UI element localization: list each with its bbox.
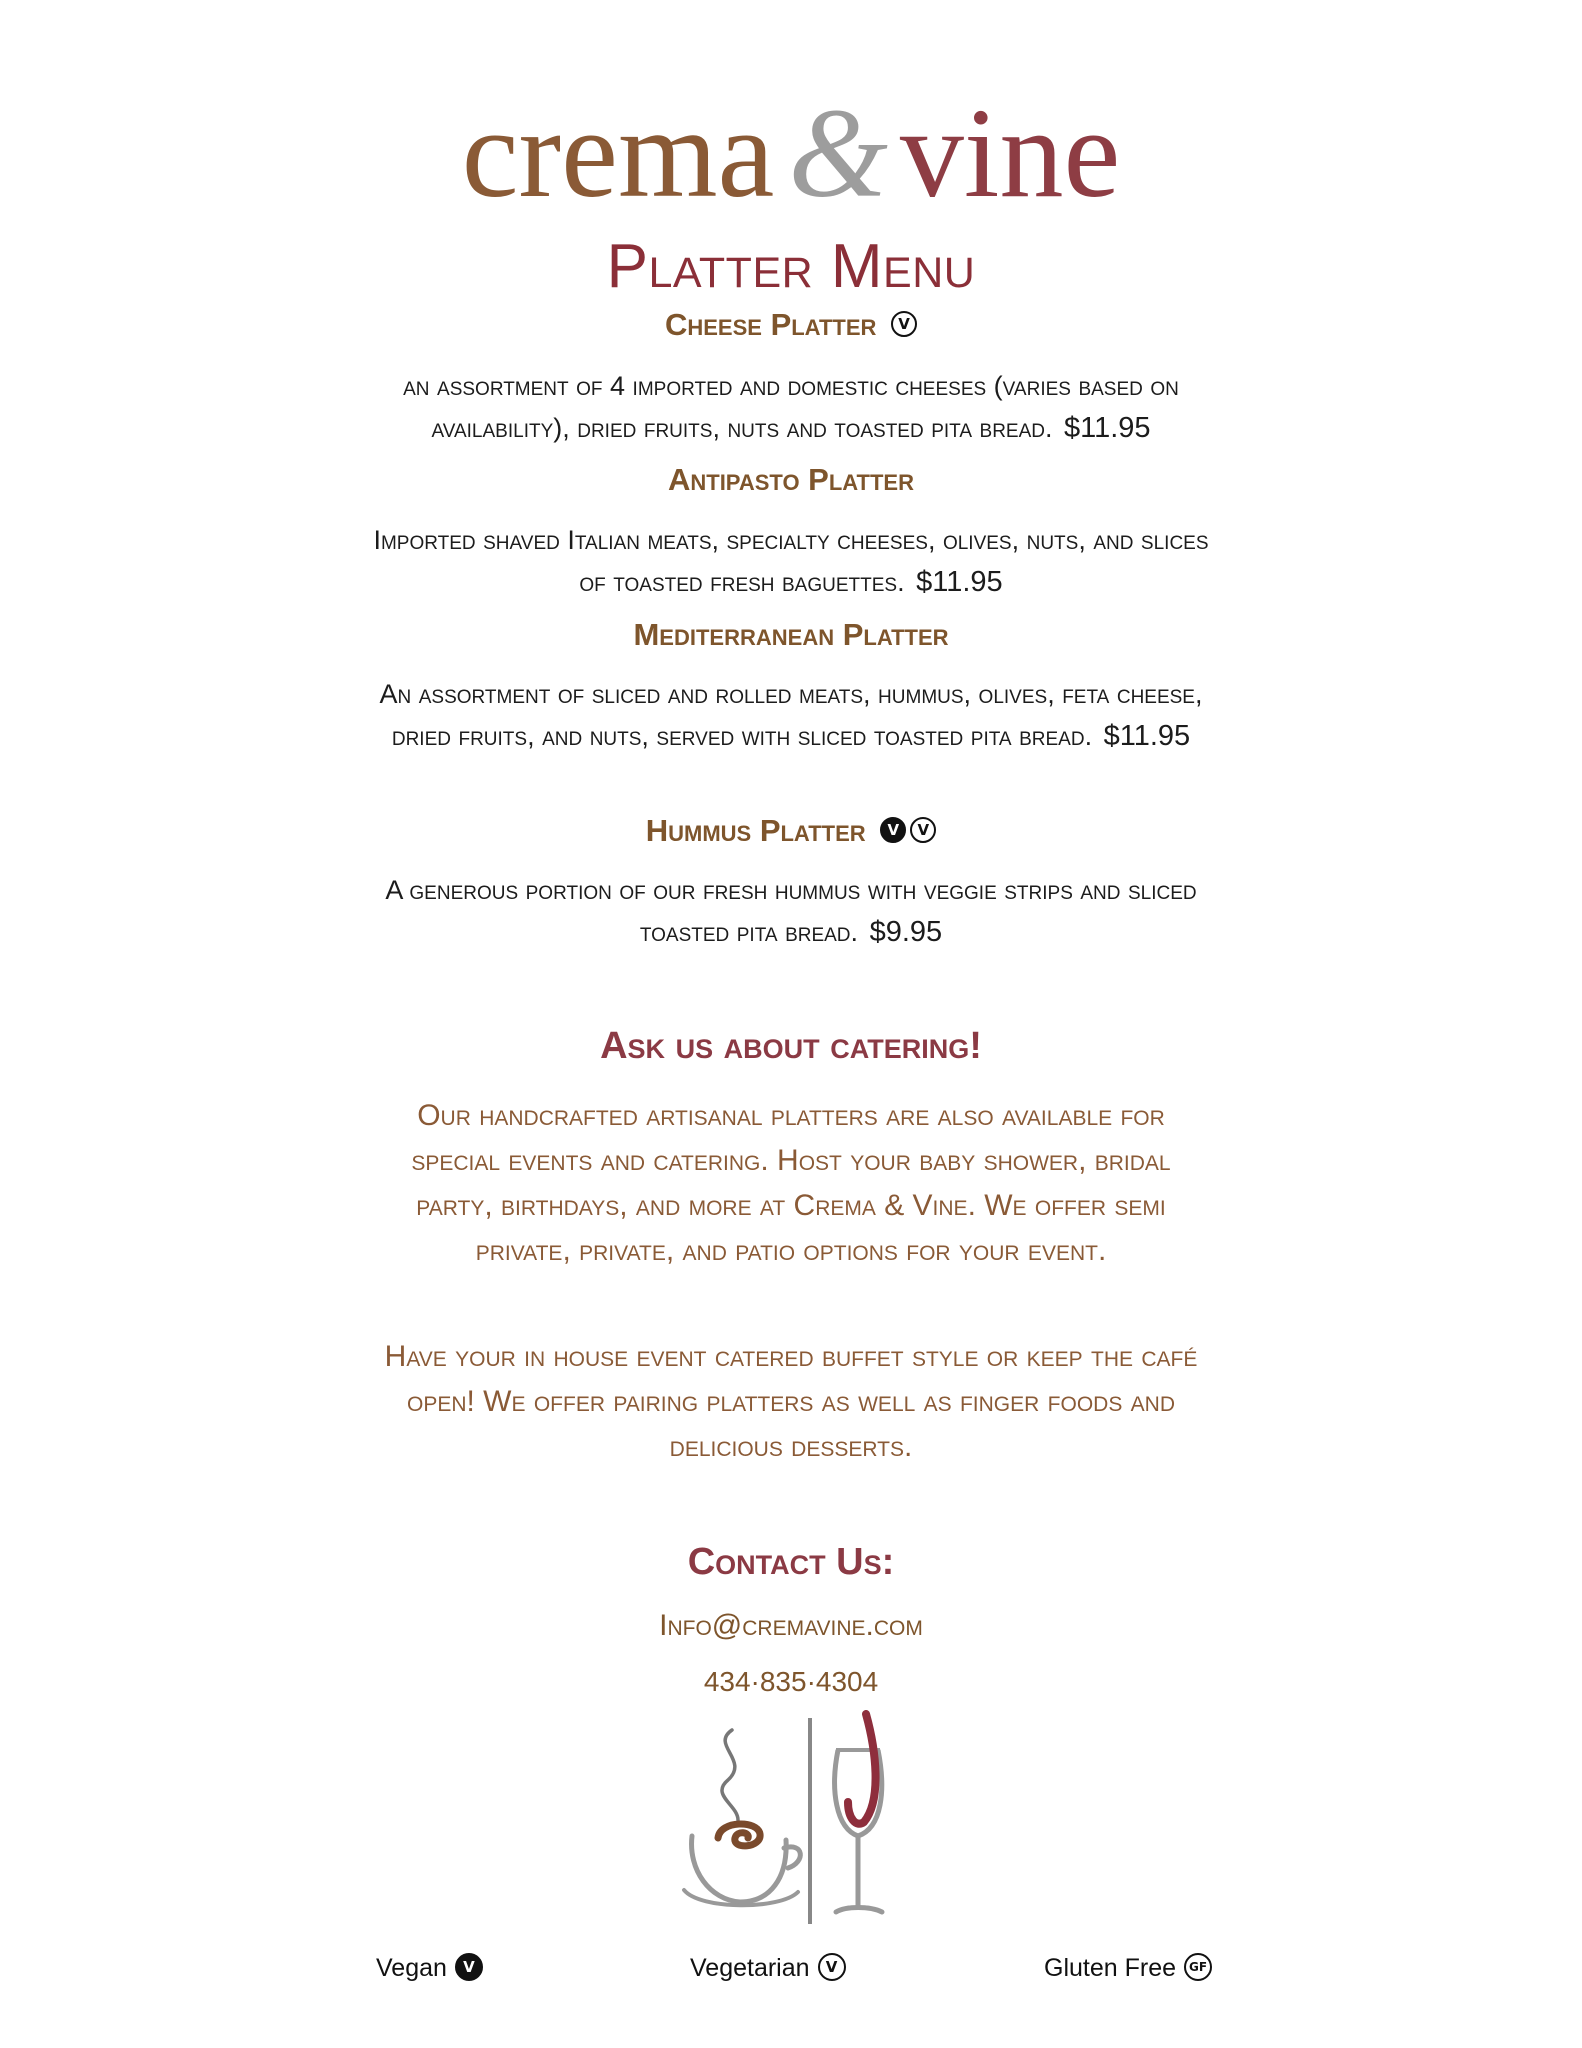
menu-item-price: $11.95 [1064,412,1151,444]
menu-item-description: A generous portion of our fresh hummus with veggie strips and sliced toasted pita bread. [385,875,1197,947]
legend-vegetarian-label: Vegetarian [690,1954,810,1982]
page-title: Platter Menu [606,232,976,301]
menu-item-title-mediterranean [0,615,1582,655]
menu-item-description-mediterranean [371,673,1211,757]
legend-gluten-free [1044,1950,1212,1986]
brand-word-crema: crema [461,82,775,224]
contact-heading: Contact Us: [687,1541,895,1583]
menu-item-title-antipasto [0,460,1582,500]
legend-vegetarian [690,1950,846,1986]
menu-item-name: Hummus Platter [645,813,866,848]
menu-item-price: $11.95 [916,566,1003,598]
menu-item-description: Imported shaved Italian meats, specialty cheeses, olives, nuts, and slices of toasted fresh baguettes. [373,525,1209,597]
vegan-icon: V [880,817,906,843]
menu-item-name: Cheese Platter [664,307,877,342]
menu-item-price: $11.95 [1103,720,1191,752]
menu-item-description: an assortment of 4 imported and domestic cheeses (varies based on availability), dried fruits, nuts and toasted pita bread. [403,371,1179,443]
contact-email-link[interactable]: Info@cremavine.com [659,1609,923,1642]
vegetarian-icon: V [891,311,917,337]
catering-heading: Ask us about catering! [600,1025,982,1067]
vegetarian-icon: V [910,817,936,843]
catering-paragraph-1: Our handcrafted artisanal platters are also available for special events and catering. Host your baby shower, bridal party, birthdays, and more at Crema & Vine. We offer semi private, private, and patio options for your event. [411,1099,1171,1267]
brand-logo [0,78,1582,228]
legend-vegan-label: Vegan [376,1954,447,1982]
menu-item-description-antipasto [371,519,1211,603]
coffee-cup-and-wine-glass-icon [680,1710,910,1930]
menu-item-title-hummus [0,811,1582,851]
catering-paragraph-2: Have your in house event catered buffet style or keep the café open! We offer pairing platters as well as finger foods and delicious desserts. [384,1340,1198,1463]
legend-vegan [376,1950,483,1986]
menu-item-title-cheese [0,305,1582,345]
menu-item-name: Mediterranean Platter [633,617,949,652]
legend-gluten-free-label: Gluten Free [1044,1954,1177,1982]
menu-item-description-hummus [371,869,1211,953]
brand-word-vine: vine [899,82,1121,224]
menu-item-price: $9.95 [869,916,943,948]
brand-ampersand: & [788,82,888,224]
vegetarian-icon: V [818,1953,846,1981]
menu-item-description-cheese [371,365,1211,449]
menu-item-description: An assortment of sliced and rolled meats, hummus, olives, feta cheese, dried fruits, and nuts, served with sliced toasted pita bread. [379,679,1203,751]
menu-item-name: Antipasto Platter [667,462,914,497]
vegan-icon: V [455,1953,483,1981]
gluten-free-icon: GF [1184,1953,1212,1981]
contact-phone-link[interactable]: 434·835·4304 [703,1666,879,1697]
